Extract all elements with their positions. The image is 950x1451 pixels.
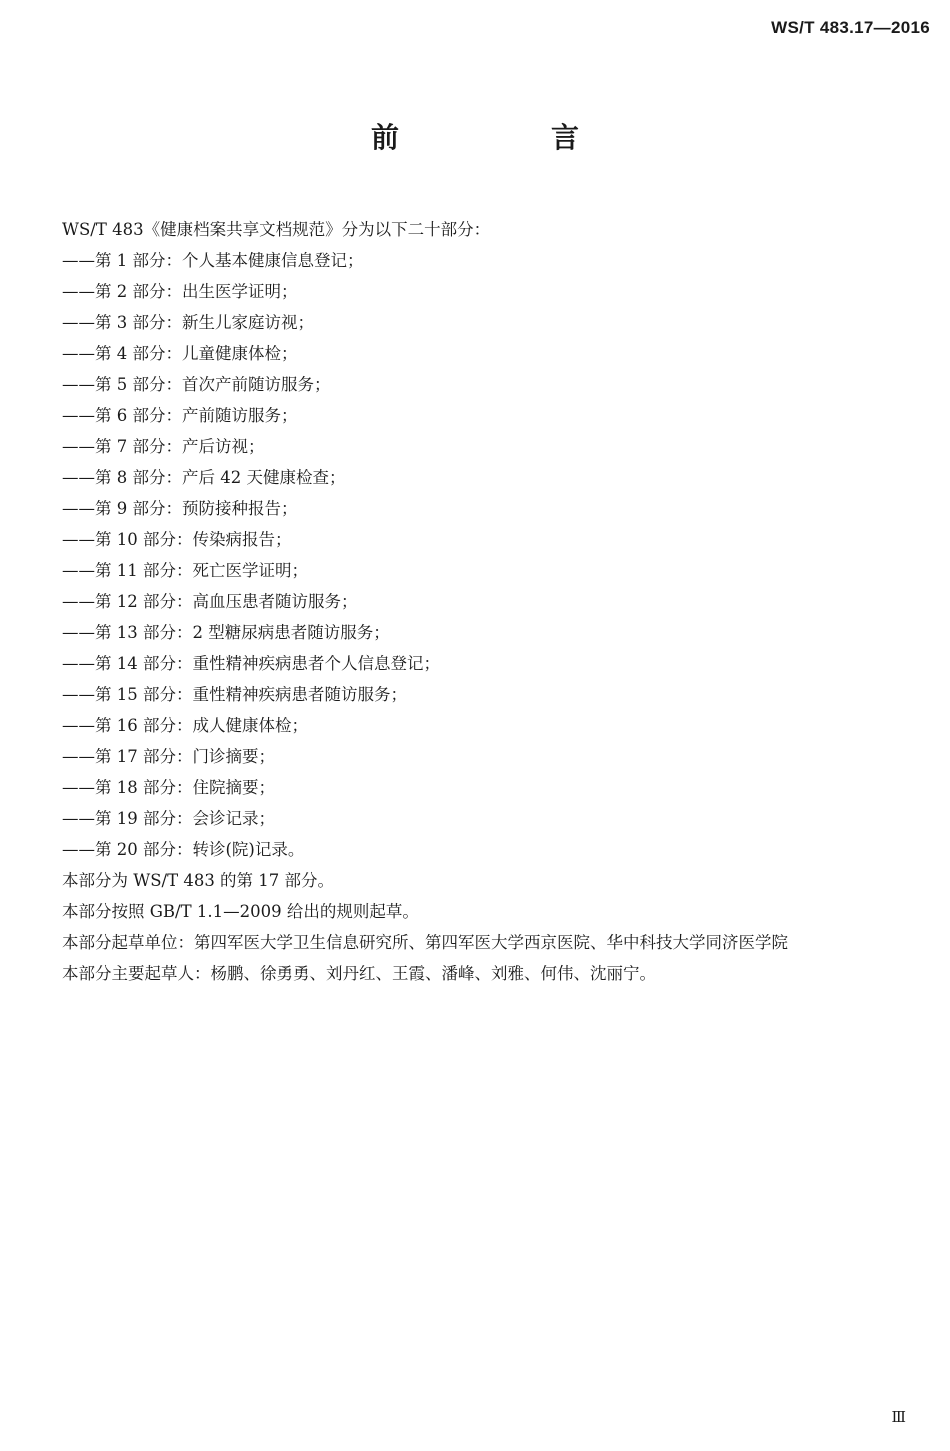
part-item-18: ——第 18 部分：住院摘要； xyxy=(62,778,275,797)
part-item-1: ——第 1 部分：个人基本健康信息登记； xyxy=(62,251,364,270)
part-item-11: ——第 11 部分：死亡医学证明； xyxy=(62,561,308,580)
part-item-4: ——第 4 部分：儿童健康体检； xyxy=(62,344,298,363)
drafters-paragraph: 本部分主要起草人：杨鹏、徐勇勇、刘丹红、王霞、潘峰、刘雅、何伟、沈丽宁。 xyxy=(62,964,656,983)
part-item-14: ——第 14 部分：重性精神疾病患者个人信息登记； xyxy=(62,654,440,673)
part-item-12: ——第 12 部分：高血压患者随访服务； xyxy=(62,592,358,611)
part-item-15: ——第 15 部分：重性精神疾病患者随访服务； xyxy=(62,685,407,704)
part-item-17: ——第 17 部分：门诊摘要； xyxy=(62,747,275,766)
part-item-20: ——第 20 部分：转诊(院)记录。 xyxy=(62,840,305,859)
part-item-10: ——第 10 部分：传染病报告； xyxy=(62,530,292,549)
drafting-rules-paragraph: 本部分按照 GB/T 1.1—2009 给出的规则起草。 xyxy=(62,902,419,921)
standard-code: WS/T 483.17—2016 xyxy=(771,18,930,37)
page-number: Ⅲ xyxy=(891,1408,906,1426)
part-item-19: ——第 19 部分：会诊记录； xyxy=(62,809,275,828)
drafting-units-paragraph: 本部分起草单位：第四军医大学卫生信息研究所、第四军医大学西京医院、华中科技大学同济医学院 xyxy=(62,933,788,952)
page-title: 前 言 xyxy=(370,121,641,154)
part-item-2: ——第 2 部分：出生医学证明； xyxy=(62,282,298,301)
part-of-paragraph: 本部分为 WS/T 483 的第 17 部分。 xyxy=(62,871,335,890)
part-item-3: ——第 3 部分：新生儿家庭访视； xyxy=(62,313,314,332)
part-item-6: ——第 6 部分：产前随访服务； xyxy=(62,406,298,425)
part-item-13: ——第 13 部分：2 型糖尿病患者随访服务； xyxy=(62,623,390,642)
parts-list xyxy=(22,245,930,865)
part-item-5: ——第 5 部分：首次产前随访服务； xyxy=(62,375,331,394)
part-item-7: ——第 7 部分：产后访视； xyxy=(62,437,265,456)
part-item-9: ——第 9 部分：预防接种报告； xyxy=(62,499,298,518)
document-body xyxy=(22,214,930,989)
part-item-16: ——第 16 部分：成人健康体检； xyxy=(62,716,308,735)
intro-paragraph: WS/T 483《健康档案共享文档规范》分为以下二十部分： xyxy=(62,220,491,239)
part-item-8: ——第 8 部分：产后 42 天健康检查； xyxy=(62,468,346,487)
